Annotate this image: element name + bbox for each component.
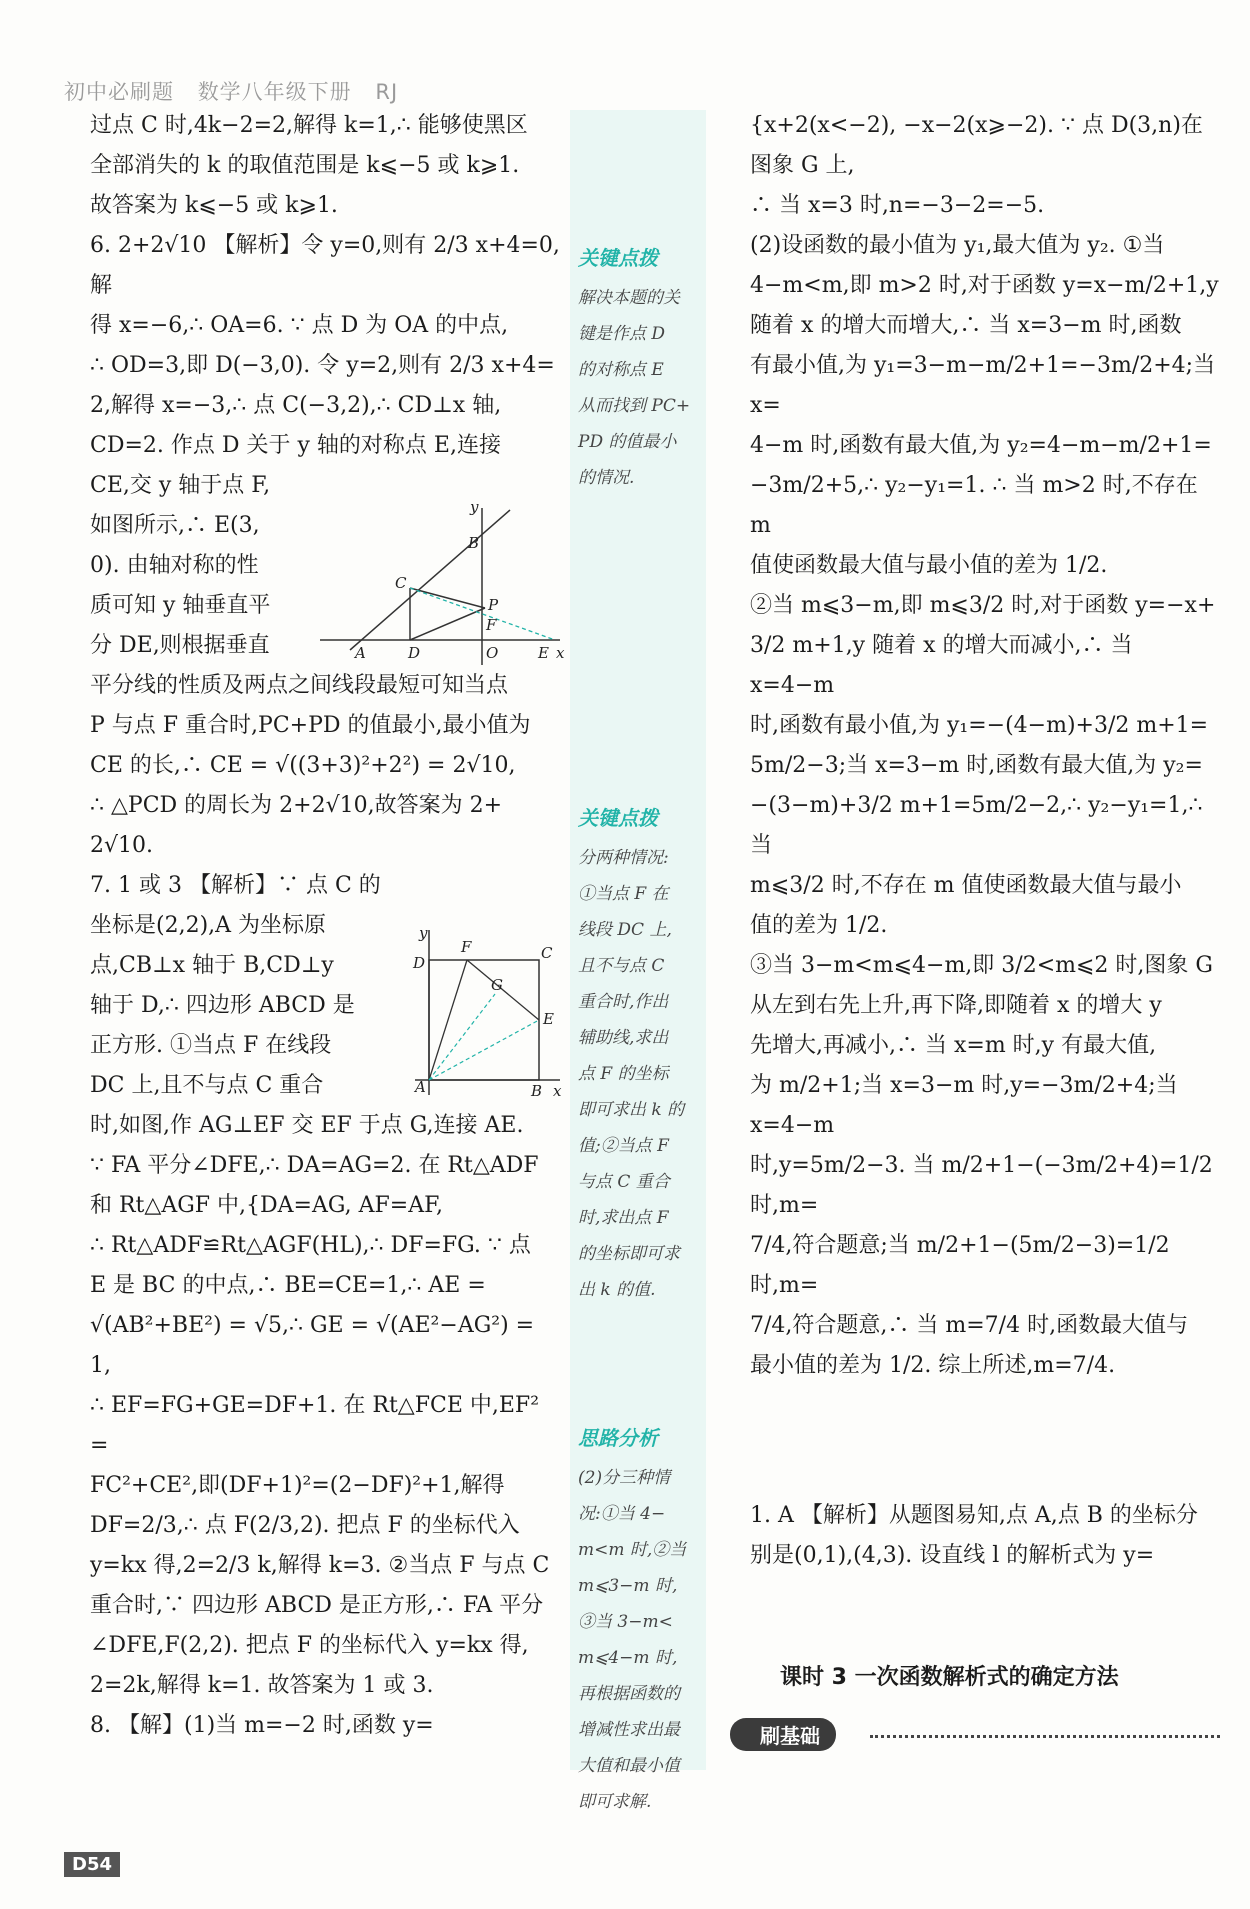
side-note-line: m<m 时,②当 bbox=[578, 1540, 687, 1560]
text-line: y=kx 得,2=2/3 k,解得 k=3. ②当点 F 与点 C bbox=[90, 1553, 550, 1578]
fig7-label-g: G bbox=[491, 976, 503, 994]
text-line: ③当 3−m<m⩽4−m,即 3/2<m⩽2 时,图象 G bbox=[750, 953, 1213, 978]
text-line: ∴ 当 x=3 时,n=−3−2=−5. bbox=[750, 193, 1045, 218]
side-note-line: 与点 C 重合 bbox=[578, 1172, 670, 1192]
text-line: 6. 2+2√10 【解析】令 y=0,则有 2/3 x+4=0,解 bbox=[90, 233, 560, 298]
edition: RJ bbox=[375, 80, 399, 104]
fig7-label-e: E bbox=[543, 1010, 554, 1028]
text-line: 过点 C 时,4k−2=2,解得 k=1,∴ 能够使黑区 bbox=[90, 113, 528, 138]
text-line: 2,解得 x=−3,∴ 点 C(−3,2),∴ CD⊥x 轴, bbox=[90, 393, 502, 418]
section-divider bbox=[870, 1735, 1220, 1738]
side-note-line: 的对称点 E bbox=[578, 360, 664, 380]
fig6-label-y: y bbox=[470, 500, 479, 516]
text-line: 分 DE,则根据垂直 bbox=[90, 633, 270, 658]
side-note-line: 分两种情况: bbox=[578, 848, 669, 868]
text-line: 别是(0,1),(4,3). 设直线 l 的解析式为 y= bbox=[750, 1543, 1155, 1568]
page-number: D54 bbox=[64, 1852, 120, 1877]
subject-name: 数学八年级下册 bbox=[197, 80, 352, 104]
text-line: 故答案为 k⩽−5 或 k⩾1. bbox=[90, 193, 338, 218]
text-line: 为 m/2+1;当 x=3−m 时,y=−3m/2+4;当 x=4−m bbox=[750, 1073, 1178, 1138]
text-line: 最小值的差为 1/2. 综上所述,m=7/4. bbox=[750, 1353, 1116, 1378]
text-line: 得 x=−6,∴ OA=6. ∵ 点 D 为 OA 的中点, bbox=[90, 313, 509, 338]
text-line: DF=2/3,∴ 点 F(2/3,2). 把点 F 的坐标代入 bbox=[90, 1513, 520, 1538]
side-note-line: 键是作点 D bbox=[578, 324, 666, 344]
fig6-label-c: C bbox=[395, 574, 407, 592]
side-note-line: m⩽4−m 时, bbox=[578, 1648, 678, 1668]
fig7-label-b: B bbox=[531, 1082, 543, 1100]
text-line: {x+2(x<−2), −x−2(x⩾−2). ∵ 点 D(3,n)在图象 G 上, bbox=[750, 113, 1203, 178]
text-line: ∴ EF=FG+GE=DF+1. 在 Rt△FCE 中,EF² = bbox=[90, 1393, 540, 1458]
side-note-line: 值;②当点 F bbox=[578, 1136, 669, 1156]
fig7-label-y: y bbox=[419, 924, 428, 942]
text-line: 4−m<m,即 m>2 时,对于函数 y=x−m/2+1,y bbox=[750, 273, 1219, 298]
text-line: ∵ FA 平分∠DFE,∴ DA=AG=2. 在 Rt△ADF bbox=[90, 1153, 539, 1178]
text-line: 4−m 时,函数有最大值,为 y₂=4−m−m/2+1= bbox=[750, 433, 1212, 458]
text-line: 8. 【解】(1)当 m=−2 时,函数 y= bbox=[90, 1713, 434, 1738]
side-note-line: 再根据函数的 bbox=[578, 1684, 680, 1704]
side-note-line: PD 的值最小 bbox=[578, 432, 677, 452]
figure-q7 bbox=[405, 920, 565, 1100]
page-header bbox=[64, 76, 414, 106]
text-line: 先增大,再减小,∴ 当 x=m 时,y 有最大值, bbox=[750, 1033, 1157, 1058]
side-note-line: 即可求解. bbox=[578, 1792, 652, 1812]
side-note-line: 的情况. bbox=[578, 468, 635, 488]
fig6-label-p: P bbox=[488, 596, 499, 614]
text-line: E 是 BC 的中点,∴ BE=CE=1,∴ AE = bbox=[90, 1273, 486, 1298]
text-line: −(3−m)+3/2 m+1=5m/2−2,∴ y₂−y₁=1,∴ 当 bbox=[750, 793, 1203, 858]
text-line: 7. 1 或 3 【解析】∵ 点 C 的 bbox=[90, 873, 381, 898]
fig6-label-b: B bbox=[468, 534, 480, 552]
text-line: CE,交 y 轴于点 F, bbox=[90, 473, 271, 498]
side-note-line: 解决本题的关 bbox=[578, 288, 680, 308]
fig6-label-o: O bbox=[486, 644, 499, 662]
text-line: 平分线的性质及两点之间线段最短可知当点 bbox=[90, 673, 509, 698]
side-note-line: 况:①当 4− bbox=[578, 1504, 666, 1524]
fig7-label-a: A bbox=[415, 1078, 426, 1096]
text-line: ∠DFE,F(2,2). 把点 F 的坐标代入 y=kx 得, bbox=[90, 1633, 529, 1658]
text-line: 7/4,符合题意;当 m/2+1−(5m/2−3)=1/2 时,m= bbox=[750, 1233, 1170, 1298]
text-line: 如图所示,∴ E(3, bbox=[90, 513, 260, 538]
side-note-line: 出 k 的值. bbox=[578, 1280, 656, 1300]
text-line: 时,y=5m/2−3. 当 m/2+1−(−3m/2+4)=1/2 时,m= bbox=[750, 1153, 1213, 1218]
text-line: 全部消失的 k 的取值范围是 k⩽−5 或 k⩾1. bbox=[90, 153, 520, 178]
side-note-line: 从而找到 PC+ bbox=[578, 396, 691, 416]
text-line: 值使函数最大值与最小值的差为 1/2. bbox=[750, 553, 1108, 578]
text-line: 3/2 m+1,y 随着 x 的增大而减小,∴ 当 x=4−m bbox=[750, 633, 1133, 698]
text-line: 轴于 D,∴ 四边形 ABCD 是 bbox=[90, 993, 355, 1018]
fig6-label-e: E bbox=[538, 644, 549, 662]
text-line: 随着 x 的增大而增大,∴ 当 x=3−m 时,函数 bbox=[750, 313, 1182, 338]
side-note-line: 线段 DC 上, bbox=[578, 920, 672, 940]
fig7-label-c: C bbox=[541, 944, 553, 962]
side-note-line: 点 F 的坐标 bbox=[578, 1064, 669, 1084]
side-note-line: ①当点 F 在 bbox=[578, 884, 669, 904]
side-note-line: 重合时,作出 bbox=[578, 992, 669, 1012]
text-line: ∴ △PCD 的周长为 2+2√10,故答案为 2+ bbox=[90, 793, 503, 818]
text-line: ∴ OD=3,即 D(−3,0). 令 y=2,则有 2/3 x+4= bbox=[90, 353, 555, 378]
text-line: 正方形. ①当点 F 在线段 bbox=[90, 1033, 332, 1058]
fig6-label-a: A bbox=[355, 644, 366, 662]
side-note-line: 的坐标即可求 bbox=[578, 1244, 680, 1264]
text-line: 和 Rt△AGF 中,{DA=AG, AF=AF, bbox=[90, 1193, 443, 1218]
fig6-label-f: F bbox=[486, 616, 497, 634]
text-line: 点,CB⊥x 轴于 B,CD⊥y bbox=[90, 953, 334, 978]
text-line: 质可知 y 轴垂直平 bbox=[90, 593, 271, 618]
side-note-line: 且不与点 C bbox=[578, 956, 665, 976]
text-line: −3m/2+5,∴ y₂−y₁=1. ∴ 当 m>2 时,不存在 m bbox=[750, 473, 1198, 538]
text-line: ②当 m⩽3−m,即 m⩽3/2 时,对于函数 y=−x+ bbox=[750, 593, 1216, 618]
text-line: 从左到右先上升,再下降,即随着 x 的增大 y bbox=[750, 993, 1162, 1018]
side-note-title: 关键点拨 bbox=[578, 806, 658, 830]
text-line: 坐标是(2,2),A 为坐标原 bbox=[90, 913, 327, 938]
side-note-key-point-2 bbox=[578, 800, 703, 1308]
fig7-label-d: D bbox=[413, 954, 426, 972]
side-note-line: 即可求出 k 的 bbox=[578, 1100, 685, 1120]
text-line: 2√10. bbox=[90, 833, 154, 858]
text-line: DC 上,且不与点 C 重合 bbox=[90, 1073, 324, 1098]
side-note-line: m⩽3−m 时, bbox=[578, 1576, 678, 1596]
side-note-line: 辅助线,求出 bbox=[578, 1028, 669, 1048]
text-line: 2=2k,解得 k=1. 故答案为 1 或 3. bbox=[90, 1673, 434, 1698]
text-line: 重合时,∵ 四边形 ABCD 是正方形,∴ FA 平分 bbox=[90, 1593, 544, 1618]
text-line: 时,函数有最小值,为 y₁=−(4−m)+3/2 m+1= bbox=[750, 713, 1209, 738]
text-line: 7/4,符合题意,∴ 当 m=7/4 时,函数最大值与 bbox=[750, 1313, 1189, 1338]
side-note-line: 时,求出点 F bbox=[578, 1208, 669, 1228]
side-note-line: (2)分三种情 bbox=[578, 1468, 671, 1488]
fig6-label-x: x bbox=[556, 644, 565, 662]
text-line: FC²+CE²,即(DF+1)²=(2−DF)²+1,解得 bbox=[90, 1473, 505, 1498]
text-line: ∴ Rt△ADF≌Rt△AGF(HL),∴ DF=FG. ∵ 点 bbox=[90, 1233, 531, 1258]
text-line: P 与点 F 重合时,PC+PD 的值最小,最小值为 bbox=[90, 713, 531, 738]
side-note-key-point-1 bbox=[578, 240, 703, 496]
fig7-label-f: F bbox=[461, 938, 472, 956]
text-line: CD=2. 作点 D 关于 y 轴的对称点 E,连接 bbox=[90, 433, 501, 458]
text-line: CE 的长,∴ CE = √((3+3)²+2²) = 2√10, bbox=[90, 753, 516, 778]
side-note-title: 思路分析 bbox=[578, 1426, 658, 1450]
text-line: 时,如图,作 AG⊥EF 交 EF 于点 G,连接 AE. bbox=[90, 1113, 524, 1138]
fig6-label-d: D bbox=[408, 644, 421, 662]
figure-q6 bbox=[310, 500, 570, 670]
side-note-line: ③当 3−m< bbox=[578, 1612, 673, 1632]
text-line: 5m/2−3;当 x=3−m 时,函数有最大值,为 y₂= bbox=[750, 753, 1203, 778]
lesson-title: 课时 3 一次函数解析式的确定方法 bbox=[780, 1665, 1119, 1690]
side-note-approach bbox=[578, 1420, 703, 1820]
text-line: √(AB²+BE²) = √5,∴ GE = √(AE²−AG²) = 1, bbox=[90, 1313, 535, 1378]
text-line: 有最小值,为 y₁=3−m−m/2+1=−3m/2+4;当 x= bbox=[750, 353, 1216, 418]
text-line: 1. A 【解析】从题图易知,点 A,点 B 的坐标分 bbox=[750, 1503, 1198, 1528]
side-note-title: 关键点拨 bbox=[578, 246, 658, 270]
basic-practice-badge: 刷基础 bbox=[730, 1718, 836, 1751]
side-note-line: 大值和最小值 bbox=[578, 1756, 680, 1776]
fig7-label-x: x bbox=[553, 1082, 562, 1100]
text-line: 0). 由轴对称的性 bbox=[90, 553, 259, 578]
text-line: (2)设函数的最小值为 y₁,最大值为 y₂. ①当 bbox=[750, 233, 1165, 258]
text-line: m⩽3/2 时,不存在 m 值使函数最大值与最小 bbox=[750, 873, 1182, 898]
text-line: 值的差为 1/2. bbox=[750, 913, 888, 938]
book-name: 初中必刷题 bbox=[64, 80, 174, 104]
right-column bbox=[750, 106, 1220, 1576]
side-note-line: 增减性求出最 bbox=[578, 1720, 680, 1740]
